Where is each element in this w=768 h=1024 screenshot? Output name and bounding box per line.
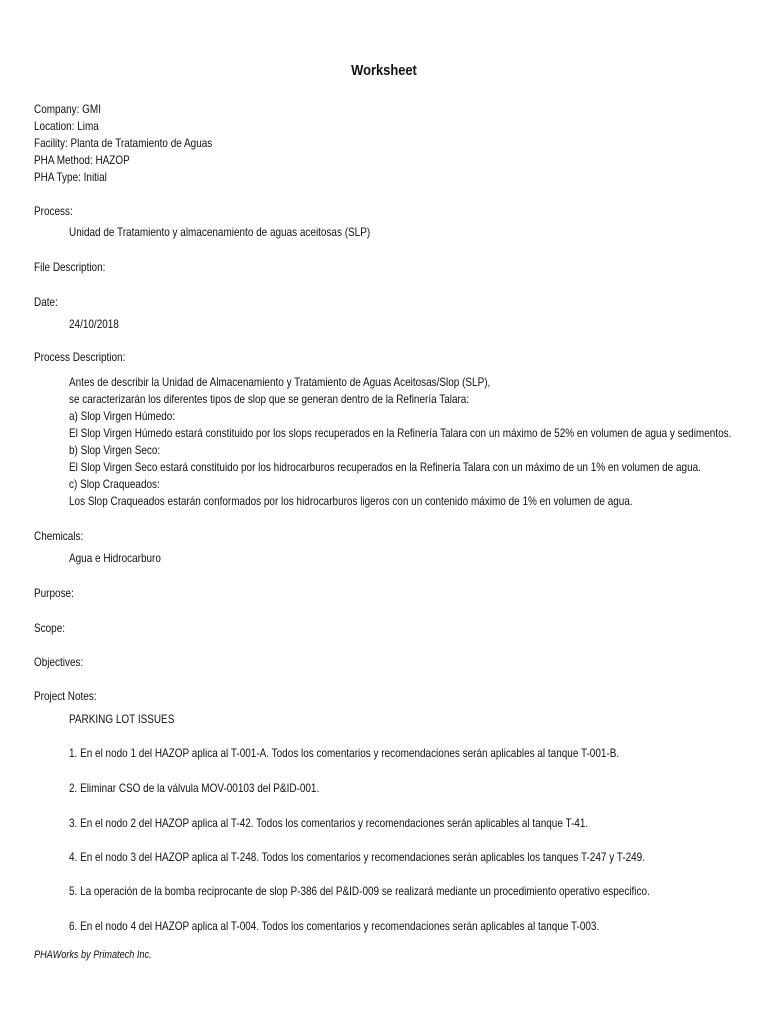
page-title: Worksheet	[351, 62, 417, 79]
objectives-label: Objectives:	[34, 655, 84, 669]
date-value: 24/10/2018	[69, 317, 119, 331]
chemicals-label: Chemicals:	[34, 529, 84, 543]
purpose-label: Purpose:	[34, 586, 74, 600]
file-description-label: File Description:	[34, 260, 106, 274]
project-note-item: 4. En el nodo 3 del HAZOP aplica al T-248. Todos los comentarios y recomendaciones serán aplicables los tanques T-247 y T-249.	[69, 850, 645, 864]
process-description-line: Antes de describir la Unidad de Almacenamiento y Tratamiento de Aguas Aceitosas/Slop (SLP),	[69, 375, 491, 389]
process-description-label: Process Description:	[34, 350, 126, 364]
process-description-line: Los Slop Craqueados estarán conformados por los hidrocarburos ligeros con un contenido máximo de 1% en volumen de agua.	[69, 494, 633, 508]
footer-credit: PHAWorks by Primatech Inc.	[34, 949, 152, 961]
chemicals-value: Agua e Hidrocarburo	[69, 551, 161, 565]
scope-label: Scope:	[34, 621, 66, 635]
pha-type-line: PHA Type: Initial	[34, 170, 107, 184]
process-value: Unidad de Tratamiento y almacenamiento de aguas aceitosas (SLP)	[69, 225, 371, 239]
process-description-line: El Slop Virgen Húmedo estará constituido por los slops recuperados en la Refinería Talara con un máximo de 52% en volumen de agua y sedimentos.	[69, 426, 732, 440]
project-notes-label: Project Notes:	[34, 689, 97, 703]
company-line: Company: GMI	[34, 102, 101, 116]
pha-method-line: PHA Method: HAZOP	[34, 153, 130, 167]
process-description-line: b) Slop Virgen Seco:	[69, 443, 161, 457]
process-description-line: c) Slop Craqueados:	[69, 477, 160, 491]
project-note-item: 6. En el nodo 4 del HAZOP aplica al T-004. Todos los comentarios y recomendaciones serán aplicables al tanque T-003.	[69, 919, 600, 933]
process-description-line: El Slop Virgen Seco estará constituido por los hidrocarburos recuperados en la Refinería Talara con un máximo de un 1% en volumen de agua.	[69, 460, 701, 474]
process-label: Process:	[34, 204, 73, 218]
parking-lot-heading: PARKING LOT ISSUES	[69, 712, 175, 726]
process-description-line: se caracterizarán los diferentes tipos de slop que se generan dentro de la Refinería Talara:	[69, 392, 470, 406]
date-label: Date:	[34, 295, 58, 309]
process-description-line: a) Slop Virgen Húmedo:	[69, 409, 176, 423]
location-line: Location: Lima	[34, 119, 99, 133]
facility-line: Facility: Planta de Tratamiento de Aguas	[34, 136, 213, 150]
project-note-item: 2. Eliminar CSO de la válvula MOV-00103 del P&ID-001.	[69, 781, 320, 795]
project-note-item: 5. La operación de la bomba reciprocante de slop P-386 del P&ID-009 se realizará mediante un procedimiento operativo especifico.	[69, 884, 650, 898]
project-note-item: 3. En el nodo 2 del HAZOP aplica al T-42. Todos los comentarios y recomendaciones serán aplicables al tanque T-41.	[69, 816, 589, 830]
project-note-item: 1. En el nodo 1 del HAZOP aplica al T-001-A. Todos los comentarios y recomendaciones serán aplicables al tanque T-001-B.	[69, 746, 620, 760]
